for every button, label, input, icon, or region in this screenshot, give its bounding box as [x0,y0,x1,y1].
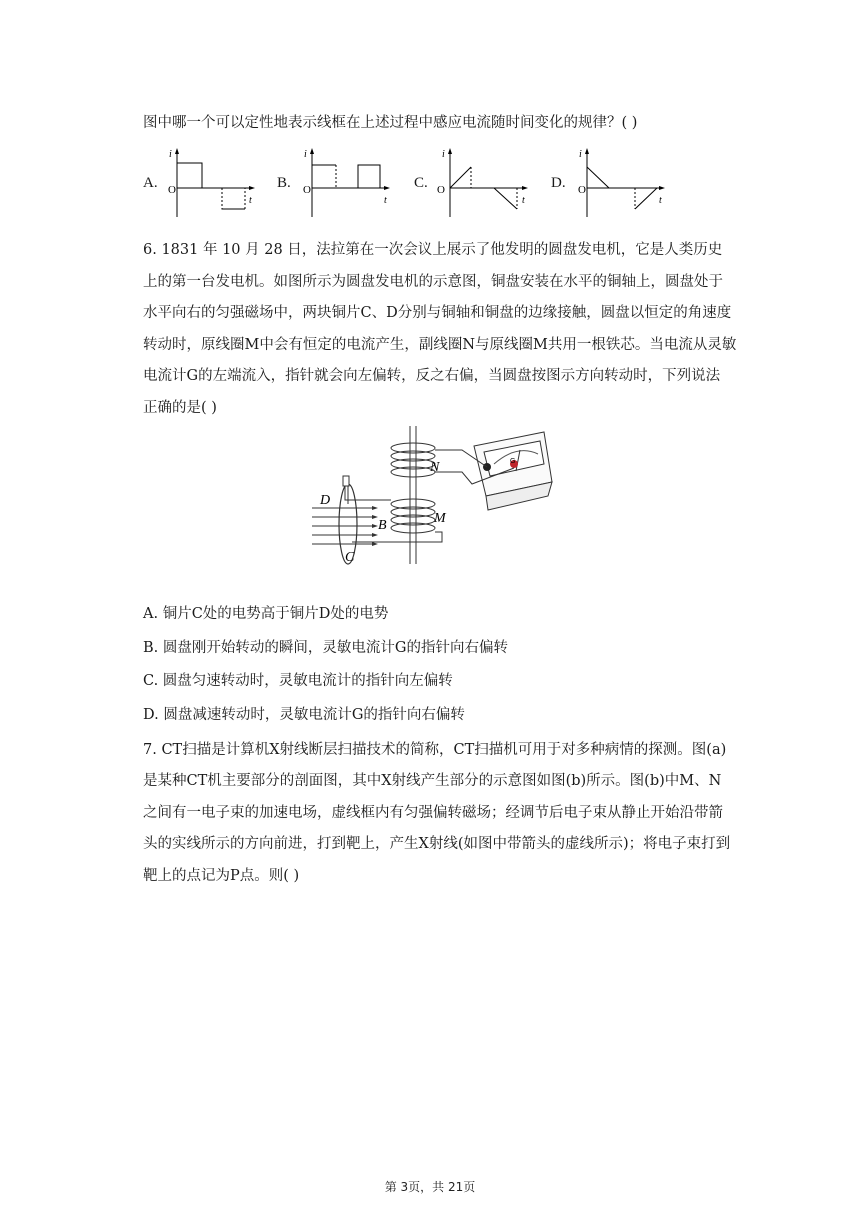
origin-label: O [437,184,445,196]
galvanometer [474,432,552,510]
current-ramp-up [450,167,471,188]
disk-generator-figure [312,424,560,570]
x-axis-arrow [659,186,665,190]
q5-option-c-label: C. [414,175,428,191]
q7-stem-line-5: 靶上的点记为P点。则( ) [143,868,300,884]
q6-stem-line-3: 水平向右的匀强磁场中，两块铜片C、D分别与铜轴和铜盘的边缘接触，圆盘以恒定的角速度 [143,305,732,321]
q6-stem-line-4: 转动时，原线圈M中会有恒定的电流产生，副线圈N与原线圈M共用一根铁芯。当电流从灵敏 [143,337,737,353]
current-ramp-down [494,188,517,209]
q6-stem-line-1: 6. 1831 年 10 月 28 日，法拉第在一次会议上展示了他发明的圆盘发电机，它是人类历史 [143,242,723,258]
axis-i-label: i [579,149,582,160]
magnetic-field-lines [312,506,378,546]
current-pulse-positive [177,163,202,188]
q5-stem-line: 图中哪一个可以定性地表示线框在上述过程中感应电流随时间变化的规律？( ) [143,115,638,131]
axis-t-label: t [249,195,252,206]
q7-stem-line-4: 头的实线所示的方向前进，打到靶上，产生X射线(如图中带箭头的虚线所示)；将电子束打到 [143,836,731,852]
current-pulse-2 [358,165,380,188]
q6-stem-line-2: 上的第一台发电机。如图所示为圆盘发电机的示意图，铜盘安装在水平的铜轴上，圆盘处于 [143,274,723,290]
coil-m [391,499,435,533]
q5-option-d-label: D. [551,175,566,191]
y-axis-arrow [448,148,452,154]
copper-brush-d [343,476,349,486]
label-g: G [510,458,516,465]
axis-t-label: t [384,195,387,206]
q6-choice-d: D. 圆盘减速转动时，灵敏电流计G的指针向右偏转 [143,707,465,723]
q6-stem-line-5: 电流计G的左端流入，指针就会向左偏转，反之右偏，当圆盘按图示方向转动时，下列说法 [143,368,721,384]
x-axis-arrow [249,186,255,190]
y-axis-arrow [175,148,179,154]
axis-i-label: i [169,149,172,160]
label-c: C [345,550,355,565]
axis-i-label: i [442,149,445,160]
wire-d [345,480,391,500]
y-axis-arrow [310,148,314,154]
label-n: N [430,460,440,475]
q7-stem-line-2: 是某种CT机主要部分的剖面图，其中X射线产生部分的示意图如图(b)所示。图(b)中M、N [143,773,722,789]
label-m: M [434,511,446,526]
label-b: B [378,518,387,533]
x-axis-arrow [522,186,528,190]
q5-option-b-label: B. [277,175,291,191]
q5-graph-b [300,145,400,220]
origin-label: O [168,184,176,196]
coil-n [391,443,435,477]
origin-label: O [303,184,311,196]
q6-choice-c: C. 圆盘匀速转动时，灵敏电流计的指针向左偏转 [143,673,453,689]
q5-graph-c [438,145,538,220]
q6-choice-a: A. 铜片C处的电势高于铜片D处的电势 [143,606,389,622]
q7-stem-line-3: 之间有一电子束的加速电场，虚线框内有匀强偏转磁场；经调节后电子束从静止开始沿带箭 [143,805,723,821]
page-footer: 第 3页，共 21页 [384,1180,476,1194]
y-axis-arrow [585,148,589,154]
wire-c [352,532,442,542]
x-axis-arrow [384,186,390,190]
axis-i-label: i [304,149,307,160]
q5-graph-a [165,145,265,220]
q5-graph-d [575,145,675,220]
q7-stem-line-1: 7. CT扫描是计算机X射线断层扫描技术的简称，CT扫描机可用于对多种病情的探测。图(a) [143,742,727,758]
q6-choice-b: B. 圆盘刚开始转动的瞬间，灵敏电流计G的指针向右偏转 [143,640,508,656]
q6-stem-line-6: 正确的是( ) [143,400,217,416]
label-d: D [320,493,331,508]
q5-option-a-label: A. [143,175,158,191]
current-pulse-negative [222,188,245,209]
origin-label: O [578,184,586,196]
axis-t-label: t [659,195,662,206]
axis-t-label: t [522,195,525,206]
current-recovery [635,188,657,209]
current-decay [587,167,609,188]
